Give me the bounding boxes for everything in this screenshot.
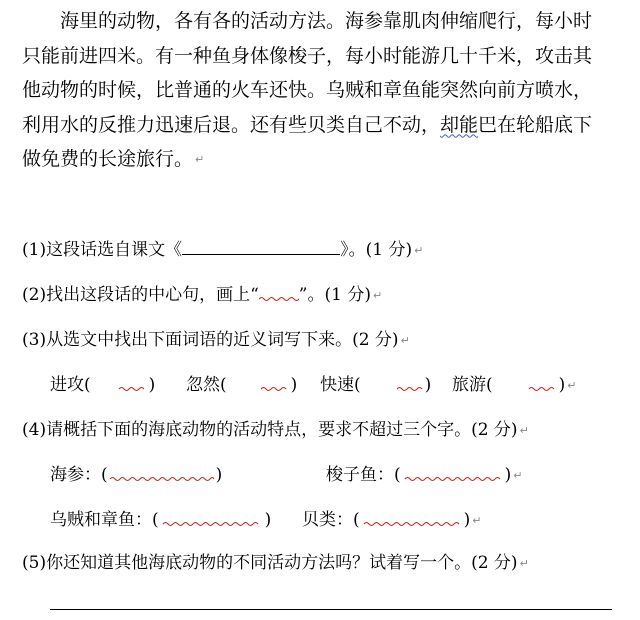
synonym-close: ) [424, 375, 432, 395]
return-mark-icon: ↵ [414, 244, 424, 257]
feature-answer-blank[interactable] [159, 511, 265, 525]
passage-line [22, 142, 622, 177]
passage-line [22, 108, 622, 143]
wavy-underline-sample [259, 286, 299, 300]
feature-item [50, 505, 271, 530]
return-mark-icon: ↵ [513, 469, 523, 482]
question-1 [22, 235, 423, 260]
return-mark-icon: ↵ [372, 289, 383, 302]
synonym-close: ) [558, 375, 566, 395]
passage-line-segment: 做免费的长途旅行。 [22, 148, 194, 170]
synonym-word: 旅游( [452, 375, 493, 395]
feature-item [302, 505, 482, 530]
passage-line-segment: 巴在轮船底下 [478, 113, 593, 136]
synonym-item [320, 370, 431, 395]
return-mark-icon: ↵ [567, 379, 577, 392]
synonym-item [186, 370, 297, 395]
title-blank[interactable] [182, 238, 340, 255]
return-mark-icon: ↵ [400, 334, 410, 347]
synonym-answer-blank[interactable] [227, 376, 291, 390]
synonym-close: ) [290, 375, 298, 395]
passage-line-segment: 利用水的反推力迅速后退。还有些贝类自己不动， [22, 113, 441, 136]
synonym-answer-blank[interactable] [361, 376, 425, 390]
synonym-close: ) [148, 375, 156, 395]
feature-close: ) [264, 510, 272, 530]
synonym-answer-blank[interactable] [493, 376, 559, 390]
synonym-item [50, 370, 155, 395]
feature-label: 乌贼和章鱼：( [50, 510, 159, 530]
return-mark-icon: ↵ [472, 514, 482, 527]
feature-close: ) [215, 465, 223, 485]
question-1-suffix: 》。(1 分) [340, 240, 413, 260]
question-5 [22, 548, 529, 573]
feature-label: 海参：( [50, 465, 108, 485]
feature-label: 贝类：( [302, 510, 360, 530]
passage-line: 只能前进四米。有一种鱼身体像梭子，每小时能游几十千米，攻击其 [22, 44, 593, 67]
return-mark-icon: ↵ [195, 152, 205, 166]
question-3-text: (3)从选文中找出下面词语的近义词写下来。(2 分) [22, 330, 399, 350]
synonym-word: 进攻( [50, 375, 91, 395]
return-mark-icon: ↵ [519, 557, 529, 570]
synonym-word: 忽然( [186, 375, 227, 395]
feature-item [326, 460, 523, 485]
reading-passage [22, 4, 622, 177]
synonym-word: 快速( [320, 375, 361, 395]
question-5-text: (5)你还知道其他海底动物的不同活动方法吗？试着写一个。(2 分) [22, 553, 518, 573]
question-4 [22, 415, 529, 440]
passage-spell-flag: 却能 [440, 113, 479, 136]
question-1-prefix: (1)这段话选自课文《 [22, 240, 183, 260]
feature-item [50, 460, 222, 485]
feature-close: ) [504, 465, 512, 485]
feature-close: ) [463, 510, 471, 530]
feature-label: 梭子鱼：( [326, 465, 401, 485]
question-2-prefix: (2)找出这段话的中心句，画上“ [22, 285, 259, 305]
question-3 [22, 325, 410, 350]
question-4-text: (4)请概括下面的海底动物的活动特点，要求不超过三个字。(2 分) [22, 420, 518, 440]
question-2 [22, 280, 382, 305]
feature-answer-blank[interactable] [360, 511, 464, 525]
synonym-item [452, 370, 577, 395]
feature-answer-blank[interactable] [108, 466, 216, 480]
return-mark-icon: ↵ [519, 424, 529, 437]
answer-writing-line[interactable] [50, 609, 612, 610]
synonym-answer-blank[interactable] [91, 376, 149, 390]
question-2-suffix: ”。(1 分) [298, 285, 371, 305]
feature-answer-blank[interactable] [401, 466, 505, 480]
passage-line: 海里的动物，各有各的活动方法。海参靠肌肉伸缩爬行，每小时 [60, 10, 593, 32]
passage-line: 他动物的时候，比普通的火车还快。乌贼和章鱼能突然向前方喷水， [22, 79, 593, 101]
